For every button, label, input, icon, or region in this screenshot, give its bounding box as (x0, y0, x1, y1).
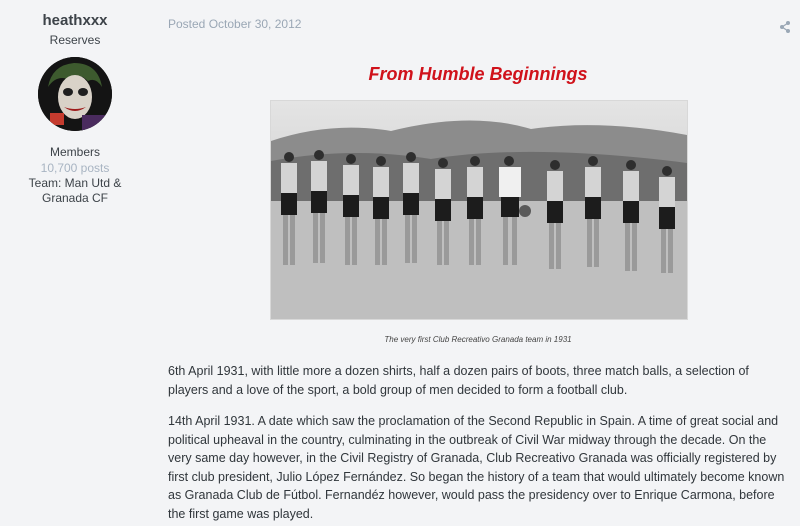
author-group: Members (49, 145, 100, 159)
author-rank: Reserves (49, 33, 101, 47)
share-icon[interactable] (778, 20, 792, 34)
author-team: Team: Man Utd & Granada CF (28, 176, 122, 205)
team-photo (270, 100, 688, 320)
post-date[interactable]: Posted October 30, 2012 (168, 17, 302, 31)
avatar-image (38, 57, 112, 131)
post-paragraph-2: 14th April 1931. A date which saw the proclamation of the Second Republic in Spain. A time of great social and political upheaval in the country, culminating in the outbreak of Civil War midway through the decade. On the very same day however, in the Civil Registry of Granada, Club Recreativo Granada was officially registered by first club president, Julio López Fernández. So began the history of a team that would ultimately become known as Granada Club de Fútbol. Fernandéz however, would pass the presidency over to Enrique Carmona, before the first game was played. (168, 414, 785, 521)
author-username[interactable]: heathxxx (42, 12, 108, 29)
avatar[interactable] (38, 57, 112, 131)
author-post-count[interactable]: 10,700 posts (40, 161, 110, 175)
post-title: From Humble Beginnings (368, 64, 588, 84)
image-caption: The very first Club Recreativo Granada team in 1931 (384, 335, 572, 344)
author-panel (0, 0, 150, 206)
post-paragraph-1: 6th April 1931, with little more a dozen shirts, half a dozen pairs of boots, three match balls, a selection of players and a love of the sport, a bold group of men decided to form a football club. (168, 364, 749, 397)
